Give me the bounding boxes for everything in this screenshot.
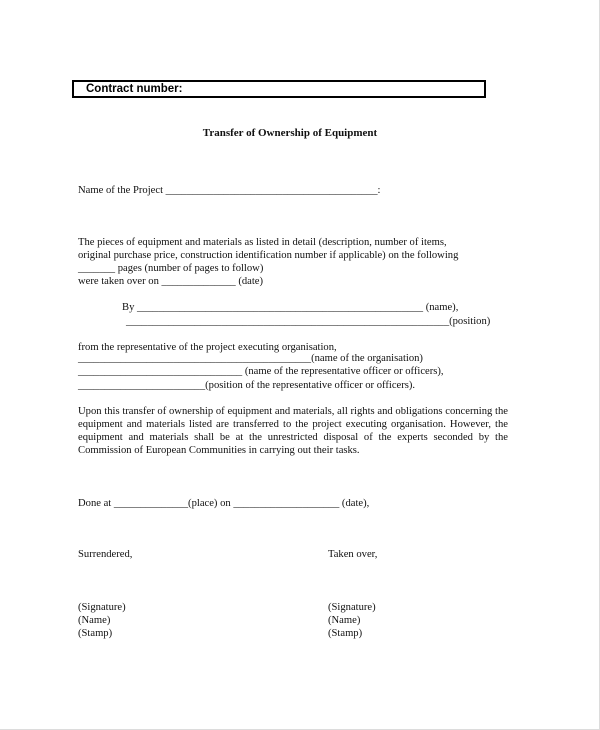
equipment-para-line-1: The pieces of equipment and materials as listed in detail (description, number of items, [78, 237, 447, 248]
from-representative-line: from the representative of the project executing organisation, [78, 342, 337, 353]
right-signature-label: (Signature) [328, 602, 376, 613]
project-name-line: Name of the Project ________________________________________: [78, 185, 381, 196]
taken-over-label: Taken over, [328, 549, 378, 560]
surrendered-label: Surrendered, [78, 549, 133, 560]
left-signature-label: (Signature) [78, 602, 126, 613]
left-name-label: (Name) [78, 615, 111, 626]
representative-name-line: _______________________________ (name of the representative officer or officers), [78, 366, 444, 377]
organisation-name-line: ____________________________________________(name of the organisation) [78, 353, 423, 364]
right-name-label: (Name) [328, 615, 361, 626]
contract-number-box: Contract number: [72, 80, 486, 98]
equipment-para-line-2: original purchase price, construction identification number if applicable) on the following [78, 250, 459, 261]
done-at-line: Done at ______________(place) on ____________________ (date), [78, 498, 370, 509]
representative-position-line: ________________________(position of the representative officer or officers). [78, 380, 416, 391]
document-title: Transfer of Ownership of Equipment [202, 127, 378, 139]
right-stamp-label: (Stamp) [328, 628, 363, 639]
equipment-para-line-3: _______ pages (number of pages to follow) [78, 263, 264, 274]
transfer-rights-paragraph: Upon this transfer of ownership of equipment and materials, all rights and obligations concerning the equipment and materials listed are transferred to the project executing organisation. However, the equipment and materials shall be at the unrestricted disposal of the experts seconded by the Commission of European Communities in carrying out their tasks. [78, 406, 508, 456]
position-line: _____________________________________________________________(position) [126, 316, 491, 327]
left-stamp-label: (Stamp) [78, 628, 113, 639]
equipment-para-line-4: were taken over on ______________ (date) [78, 276, 264, 287]
by-name-line: By ______________________________________________________ (name), [122, 302, 459, 313]
